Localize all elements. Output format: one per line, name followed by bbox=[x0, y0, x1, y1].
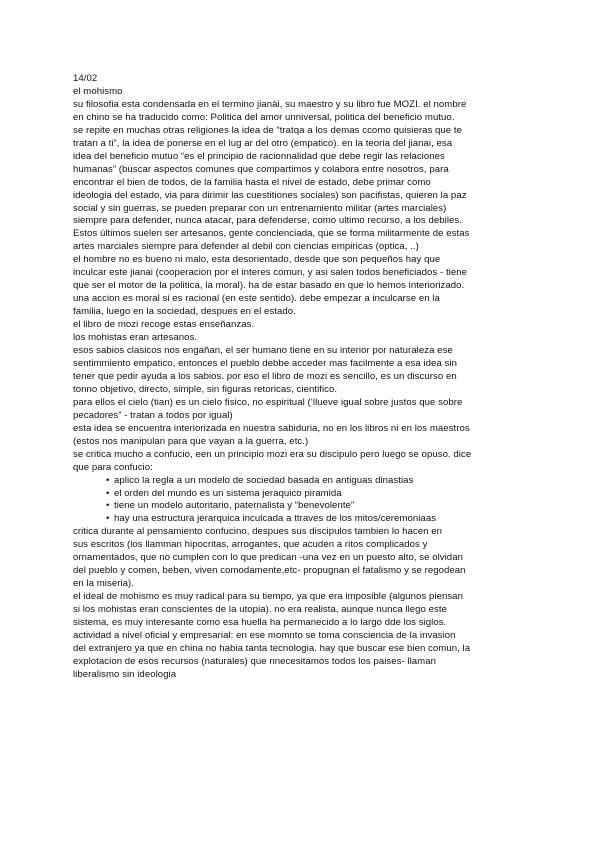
bullet-icon: • bbox=[106, 513, 110, 525]
document-date: 14/02 bbox=[73, 73, 98, 84]
bullet-item bbox=[73, 488, 535, 501]
text-line: se repite en muchas otras religiones la idea de “tratqa a los demas ccomo quisieras que te bbox=[73, 124, 462, 136]
bullet-item bbox=[73, 475, 535, 488]
text-line: ideologia del estado, via para dirimir las cuestitiones sociales) son pacifistas, quieren la paz bbox=[73, 189, 467, 201]
bullet-icon: • bbox=[106, 487, 110, 499]
text-line: para ellos el cielo (tian) es un cielo fisico, no espiritual (‘llueve igual sobre justos que sobre bbox=[73, 396, 463, 408]
text-line: artes marciales siempre para defender al debil con ciencias empiricas (optica, ..) bbox=[73, 241, 419, 253]
text-line: encontrar el bien de todos, de la familia hasta el nivel de estado, debe primar como bbox=[73, 176, 431, 188]
bullet-text: el orden del mundo es un sistema jeraquico piramida bbox=[114, 487, 342, 499]
bullet-icon: • bbox=[106, 500, 110, 512]
text-line: social y sin guerras, se pueden preparar con un entrenamiento militar (artes marciales) bbox=[73, 202, 447, 214]
text-line: que ser el motor de la politica, la moral). ha de estar basado en que lo hemos interiorizado. bbox=[73, 280, 465, 292]
text-line: explotacion de esos recursos (naturales) que nnecesitamos todos los paises- llaman bbox=[73, 655, 436, 667]
text-line: en la miseria). bbox=[73, 578, 134, 590]
text-line: ornamentados, que no cumplen con lo que predican -una vez en un puesto alto, se olvidan bbox=[73, 552, 463, 564]
text-line: tonno objetivo, directo, simple, sin figuras retoricas, cientifico. bbox=[73, 383, 338, 395]
text-line: idea del beneficio mutuo “es el principio de racionnalidad que debe regir las relaciones bbox=[73, 150, 445, 162]
bullet-text: tiene un modelo autoritario, paternalista y “benevolente” bbox=[114, 500, 355, 512]
text-line: del pueblo y comen, beben, viven comodamente,etc- propugnan el fatalismo y se regodean bbox=[73, 565, 466, 577]
text-line: actividad a nivel oficial y empresarial: en ese momnto se toma consciencia de la invasion bbox=[73, 629, 456, 641]
bullet-text: hay una estructura jerarquica inculcada a ttraves de los mitos/ceremoniaas bbox=[114, 513, 437, 525]
text-line: en chino se ha traducido como: Politica del amor unniversal, politica del beneficio mutuo. bbox=[73, 111, 455, 123]
text-line: Estos últimos suelen ser artesanos, gente concienciada, que se forma militarmente de estas bbox=[73, 228, 470, 240]
text-line: (estos nos manipulan para que vayan a la guerra, etc.) bbox=[73, 435, 309, 447]
text-line: que para confucio: bbox=[73, 461, 153, 473]
text-line: el libro de mozi recoge estas enseñanzas. bbox=[73, 319, 255, 331]
text-line: tener que pedir ayuda a los sabios. por eso el libro de mozi es sencillo, es un discurso en bbox=[73, 370, 457, 382]
text-line: sentimmiento empatico, entonces el pueblo debbe acceder mas facilmente a esa idea sin bbox=[73, 357, 457, 369]
text-line: sus escritos (los llamman hipocritas, arrogantes, que acuden a ritos complicados y bbox=[73, 539, 428, 551]
bullet-text: aplico la regla a un modelo de sociedad basada en antiguas dinastias bbox=[114, 474, 414, 486]
text-line: inculcar este jianai (cooperacion por el interes comun, y asi salen todos beneficiados - tiene bbox=[73, 267, 467, 279]
text-line: una accion es moral si es racional (en este sentido). debe empezar a inculcarse en la bbox=[73, 293, 440, 305]
text-line: los mohistas eran artesanos. bbox=[73, 332, 198, 344]
bullet-icon: • bbox=[106, 474, 110, 486]
text-line: esos sabios clasicos nos engañan, el ser humano tiene en su interior por naturaleza ese bbox=[73, 345, 453, 357]
text-line: esta idea se encuentra interiorizada en nuestra sabiduria, no en los libros ni en los maestros bbox=[73, 422, 470, 434]
text-line: siempre para defender, nunca atacar, para defenderse, como ultimo recurso, a los debiles. bbox=[73, 215, 462, 227]
text-line: critica durante al pensamiento confucino, despues sus discipulos tambien lo hacen en bbox=[73, 526, 442, 538]
text-line: el ideal de mohismo es muy radical para su tiempo, ya que era imposible (algunos piensan bbox=[73, 591, 463, 603]
document-body bbox=[73, 73, 535, 682]
text-line: del extranjero ya que en china no habia tanta tecnologia. hay que buscar ese bien comun, la bbox=[73, 642, 471, 654]
bullet-item bbox=[73, 513, 535, 526]
text-line: su filosofia esta condensada en el termino jianài, su maestro y su libro fue MOZI. el nombre bbox=[73, 98, 467, 110]
document-title: el mohismo bbox=[73, 85, 123, 97]
text-line: tratan a ti”, la idea de ponerse en el lug ar del otro (empatico). en la teoria del jianai, esa bbox=[73, 137, 453, 149]
text-line: si los mohistas eran conscientes de la utopia). no era realista, aunque nunca llego este bbox=[73, 604, 447, 616]
bullet-item bbox=[73, 500, 535, 513]
text-line: liberalismo sin ideologia bbox=[73, 668, 177, 680]
text-line: pecadores” - tratan a todos por igual) bbox=[73, 409, 233, 421]
text-line: sistema, es muy interesante como esa huella ha permanecido a lo largo dde los siglos. bbox=[73, 617, 447, 629]
text-line: humanas” (buscar aspectos comunes que compartimos y colabora entre nosotros, para bbox=[73, 163, 449, 175]
text-line: se critica mucho a confucio, een un principio mozi era su discipulo pero luego se opuso. dice bbox=[73, 448, 472, 460]
text-line: familia, luego en la sociedad, despues en el estado. bbox=[73, 306, 296, 318]
text-line: el hombre no es bueno ni malo, esta desorientado, desde que son pequeños hay que bbox=[73, 254, 441, 266]
